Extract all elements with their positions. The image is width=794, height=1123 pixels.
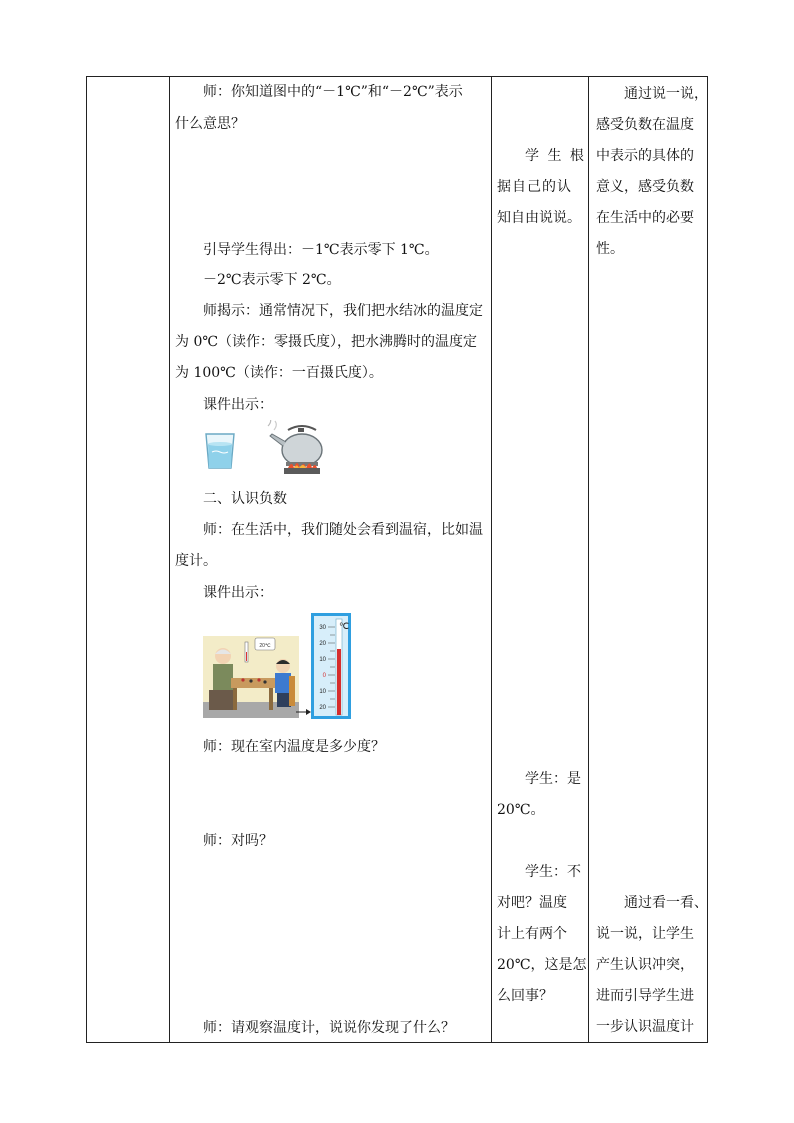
intent-1-line3: 中表示的具体的: [596, 148, 694, 164]
reveal-line3: 为 100℃（读作：一百摄氏度）。: [175, 365, 383, 381]
tick-label-20-lower: 20: [319, 705, 326, 711]
intent-2-line1: 通过看一看、: [624, 895, 708, 911]
student-response-1-line3: 知自由说说。: [497, 210, 581, 226]
reveal-line1: 师揭示：通常情况下，我们把水结冰的温度定: [203, 303, 483, 319]
student-response-1-line2: 据自己的认: [497, 179, 572, 195]
student-response-2-line1: 学生：是: [525, 771, 581, 787]
section-heading-negative-numbers: 二、认识负数: [203, 491, 287, 507]
student-response-1-line1: 学 生 根: [525, 148, 586, 164]
tick-label-30: 30: [319, 625, 326, 631]
intent-1-line6: 性。: [596, 241, 624, 257]
col-divider-2: [491, 77, 492, 1042]
col-divider-3: [588, 77, 589, 1042]
guide-line1: 引导学生得出：－1℃表示零下 1℃。: [203, 242, 439, 258]
intent-1-line5: 在生活中的必要: [596, 210, 694, 226]
student-response-3-line1: 学生：不: [525, 864, 581, 880]
reveal-line2: 为 0℃（读作：零摄氏度），把水沸腾时的温度定: [175, 334, 478, 350]
kettle-image: [262, 420, 328, 478]
intent-2-line3: 产生认识冲突，: [596, 957, 694, 973]
student-response-3-line2: 对吧？温度: [497, 895, 567, 911]
teacher-question-line1: 师：你知道图中的“－1℃”和“－2℃”表示: [203, 84, 463, 100]
indoor-temp-question: 师：现在室内温度是多少度？: [203, 739, 385, 755]
intent-2-line5: 一步认识温度计: [596, 1019, 694, 1035]
courseware-label-1: 课件出示：: [203, 397, 273, 413]
thermometer-scale-image: [311, 613, 351, 719]
intent-2-line4: 进而引导学生进: [596, 988, 694, 1004]
courseware-label-2: 课件出示：: [203, 585, 273, 601]
scale-unit-label: ℃: [338, 621, 350, 631]
student-response-3-line5: 么回事？: [497, 988, 553, 1004]
intent-2-line2: 说一说，让学生: [596, 926, 694, 942]
tick-label-10-lower: 10: [319, 689, 326, 695]
intent-1-line2: 感受负数在温度: [596, 117, 694, 133]
water-glass-image: [204, 432, 236, 470]
guide-line2: －2℃表示零下 2℃。: [203, 272, 341, 288]
student-response-2-line2: 20℃。: [497, 802, 545, 818]
arrow-icon: [296, 708, 312, 716]
observe-question: 师：请观察温度计，说说你发现了什么？: [203, 1020, 455, 1036]
tick-label-0: 0: [322, 673, 326, 679]
tick-label-20-upper: 20: [319, 641, 326, 647]
student-response-3-line4: 20℃，这是怎: [497, 957, 587, 973]
chess-scene-image: [203, 636, 299, 718]
student-response-3-line3: 计上有两个: [497, 926, 567, 942]
life-line1: 师：在生活中，我们随处会看到温宿，比如温: [203, 522, 483, 538]
intent-1-line4: 意义，感受负数: [596, 179, 694, 195]
col-divider-1: [169, 77, 170, 1042]
intent-1-line1: 通过说一说，: [624, 86, 708, 102]
teacher-question-line2: 什么意思？: [175, 116, 245, 132]
is-it-right-question: 师：对吗？: [203, 833, 273, 849]
life-line2: 度计。: [175, 553, 217, 569]
tick-label-10-upper: 10: [319, 657, 326, 663]
wall-thermometer-label: 20℃: [259, 643, 271, 649]
